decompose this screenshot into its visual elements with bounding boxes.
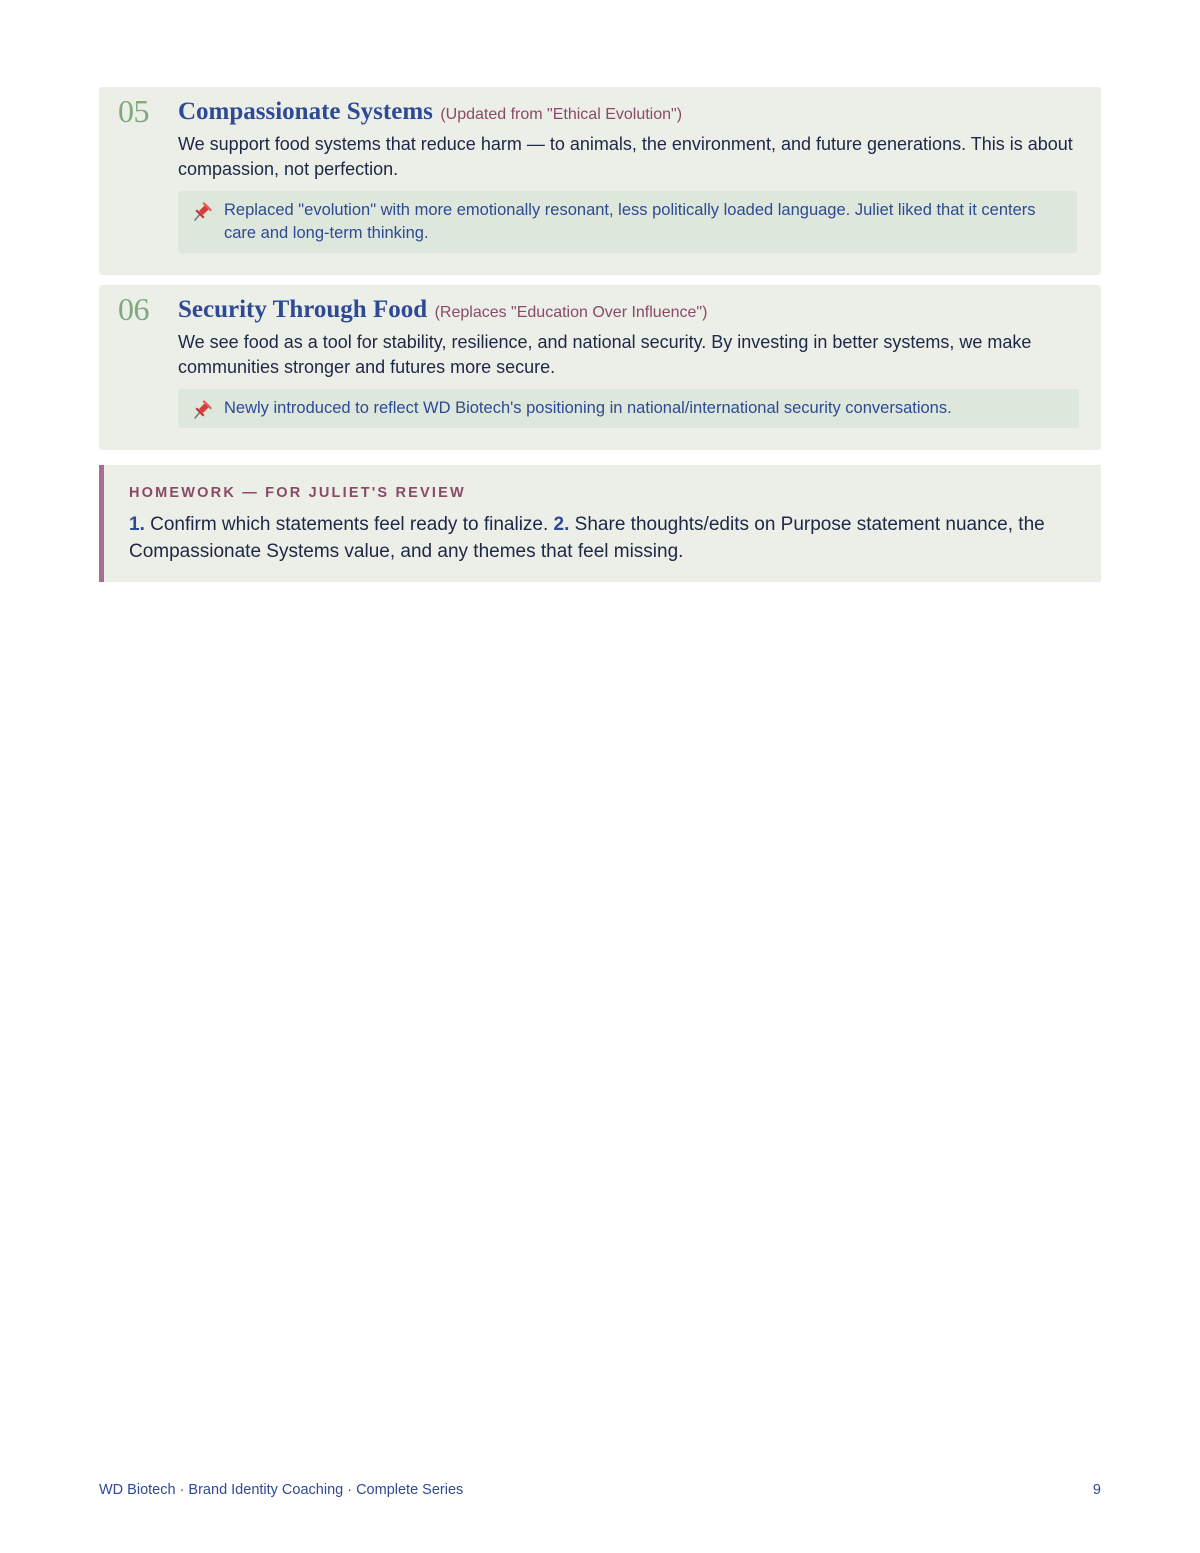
note-box: [178, 389, 1079, 428]
page-number: 9: [1092, 1482, 1101, 1498]
value-title: Security Through Food: [178, 296, 428, 323]
homework-item-text: Share thoughts/edits on Purpose statement nuance, the Compassionate Systems value, and any themes that feel missing.: [129, 514, 1045, 562]
value-description: We support food systems that reduce harm — to animals, the environment, and future generations. This is about compassion, not perfection.: [178, 134, 1073, 179]
note-box: [178, 191, 1077, 253]
homework-item-number: 1.: [129, 514, 145, 535]
value-body: [178, 97, 1077, 253]
value-heading: [178, 295, 1077, 328]
value-title: Compassionate Systems: [178, 98, 433, 125]
value-card-05: [99, 87, 1101, 275]
note-text: Replaced "evolution" with more emotionally resonant, less politically loaded language. Juliet liked that it centers care and long-term thinking.: [224, 201, 1036, 242]
homework-label: HOMEWORK — FOR JULIET'S REVIEW: [129, 485, 466, 501]
value-body: [178, 295, 1077, 428]
pushpin-icon: [190, 200, 214, 222]
value-number: 06: [118, 291, 149, 327]
value-subtitle: (Updated from "Ethical Evolution"): [440, 106, 683, 123]
value-heading: [178, 97, 1077, 130]
value-card-06: [99, 285, 1101, 450]
homework-item-text: Confirm which statements feel ready to finalize.: [144, 514, 554, 535]
footer-title: WD Biotech · Brand Identity Coaching · Complete Series: [99, 1482, 464, 1498]
value-description: We see food as a tool for stability, resilience, and national security. By investing in better systems, we make communities stronger and futures more secure.: [178, 332, 1032, 377]
homework-text: [129, 511, 1075, 565]
value-number: 05: [118, 93, 149, 129]
note-text: Newly introduced to reflect WD Biotech's positioning in national/international security conversations.: [224, 399, 952, 417]
homework-box: [99, 465, 1101, 582]
value-subtitle: (Replaces "Education Over Influence"): [434, 304, 708, 321]
pushpin-icon: [190, 398, 214, 420]
homework-item-number: 2.: [553, 514, 570, 535]
